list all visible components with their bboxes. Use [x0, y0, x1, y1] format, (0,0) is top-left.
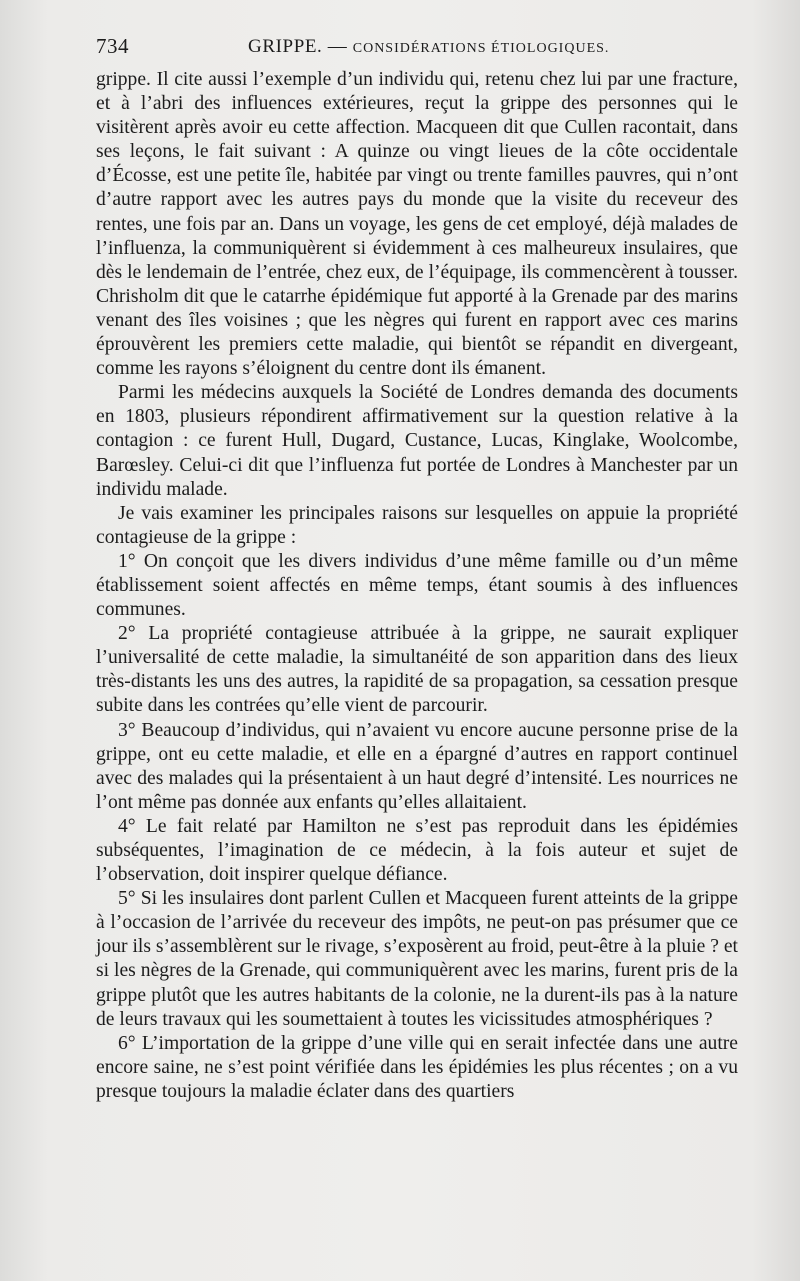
- paragraph: 6° L’importation de la grippe d’une ville qui en serait infectée dans une autre encore saine, ne s’est point vérifiée dans les épidémies les plus récentes ; on a vu presque toujours la maladie éclater dans des quartiers: [96, 1032, 738, 1102]
- paragraph: Je vais examiner les principales raisons sur lesquelles on appuie la propriété contagieuse de la grippe :: [96, 502, 738, 548]
- paragraph: 1° On conçoit que les divers individus d’une même famille ou d’un même établissement soient affectés en même temps, étant soumis à des influences communes.: [96, 550, 738, 621]
- body-text: [96, 68, 738, 1104]
- paragraph: 3° Beaucoup d’individus, qui n’avaient vu encore aucune personne prise de la grippe, ont eu cette maladie, et elle en a épargné d’autres en rapport continuel avec des malades qui la présentaient à un haut degré d’intensité. Les nourrices ne l’ont même pas donnée aux enfants qu’elles allaitaient.: [96, 719, 738, 813]
- paragraph: grippe. Il cite aussi l’exemple d’un individu qui, retenu chez lui par une fracture, et à l’abri des influences extérieures, reçut la grippe des personnes qui le visitèrent après avoir eu cette affection. Macqueen dit que Cullen racontait, dans ses leçons, le fait suivant : A quinze ou vingt lieues de la côte occidentale d’Écosse, est une petite île, habitée par vingt ou trente familles pauvres, qui n’ont d’autre rapport avec les autres pays du monde que la visite du receveur des rentes, une fois par an. Dans un voyage, les gens de cet employé, déjà malades de l’influenza, la communiquèrent si évidemment à ces malheureux insulaires, que dès le lendemain de l’entrée, chez eux, de l’équipage, ils commencèrent à tousser. Chrisholm dit que le catarrhe épidémique fut apporté à la Grenade par des marins venant des îles voisines ; que les nègres qui furent en rapport avec ces marins éprouvèrent les premiers cette maladie, qui bientôt se répandit en divergeant, comme les rayons s’éloignent du centre dont ils émanent.: [96, 69, 738, 380]
- paragraph: 5° Si les insulaires dont parlent Cullen et Macqueen furent atteints de la grippe à l’occasion de l’arrivée du receveur des impôts, ne peut-on pas présumer que ce jour ils s’assemblèrent sur le rivage, s’exposèrent au froid, peut-être à la pluie ? et si les nègres de la Grenade, qui communiquèrent avec les marins, furent pris de la grippe plutôt que les autres habitants de la colonie, ne la durent-ils pas à la nature de leurs travaux qui les soumettaient à toutes les vicissitudes atmosphériques ?: [96, 888, 739, 1030]
- running-header: [96, 34, 740, 64]
- running-title-sub: CONSIDÉRATIONS ÉTIOLOGIQUES.: [352, 41, 610, 56]
- paragraph: 2° La propriété contagieuse attribuée à la grippe, ne saurait expliquer l’universalité de cette maladie, la simultanéité de son apparition dans des lieux très-distants les uns des autres, la rapidité de sa propagation, sa cessation presque subite dans les contrées qu’elle vient de parcourir.: [96, 623, 738, 717]
- paragraph: 4° Le fait relaté par Hamilton ne s’est pas reproduit dans les épidémies subséquentes, l’imagination de ce médecin, à la fois auteur et sujet de l’observation, doit inspirer quelque défiance.: [96, 815, 738, 886]
- running-title-main: GRIPPE.: [248, 36, 323, 57]
- page-number: 734: [96, 34, 129, 58]
- running-title-dash: —: [327, 36, 348, 57]
- running-title: [248, 36, 609, 58]
- paragraph: Parmi les médecins auxquels la Société de Londres demanda des documents en 1803, plusieurs répondirent affirmativement sur la question relative à la contagion : ce furent Hull, Dugard, Custance, Lucas, Kinglake, Woolcombe, Barœsley. Celui-ci dit que l’influenza fut portée de Londres à Manchester par un individu malade.: [96, 382, 738, 500]
